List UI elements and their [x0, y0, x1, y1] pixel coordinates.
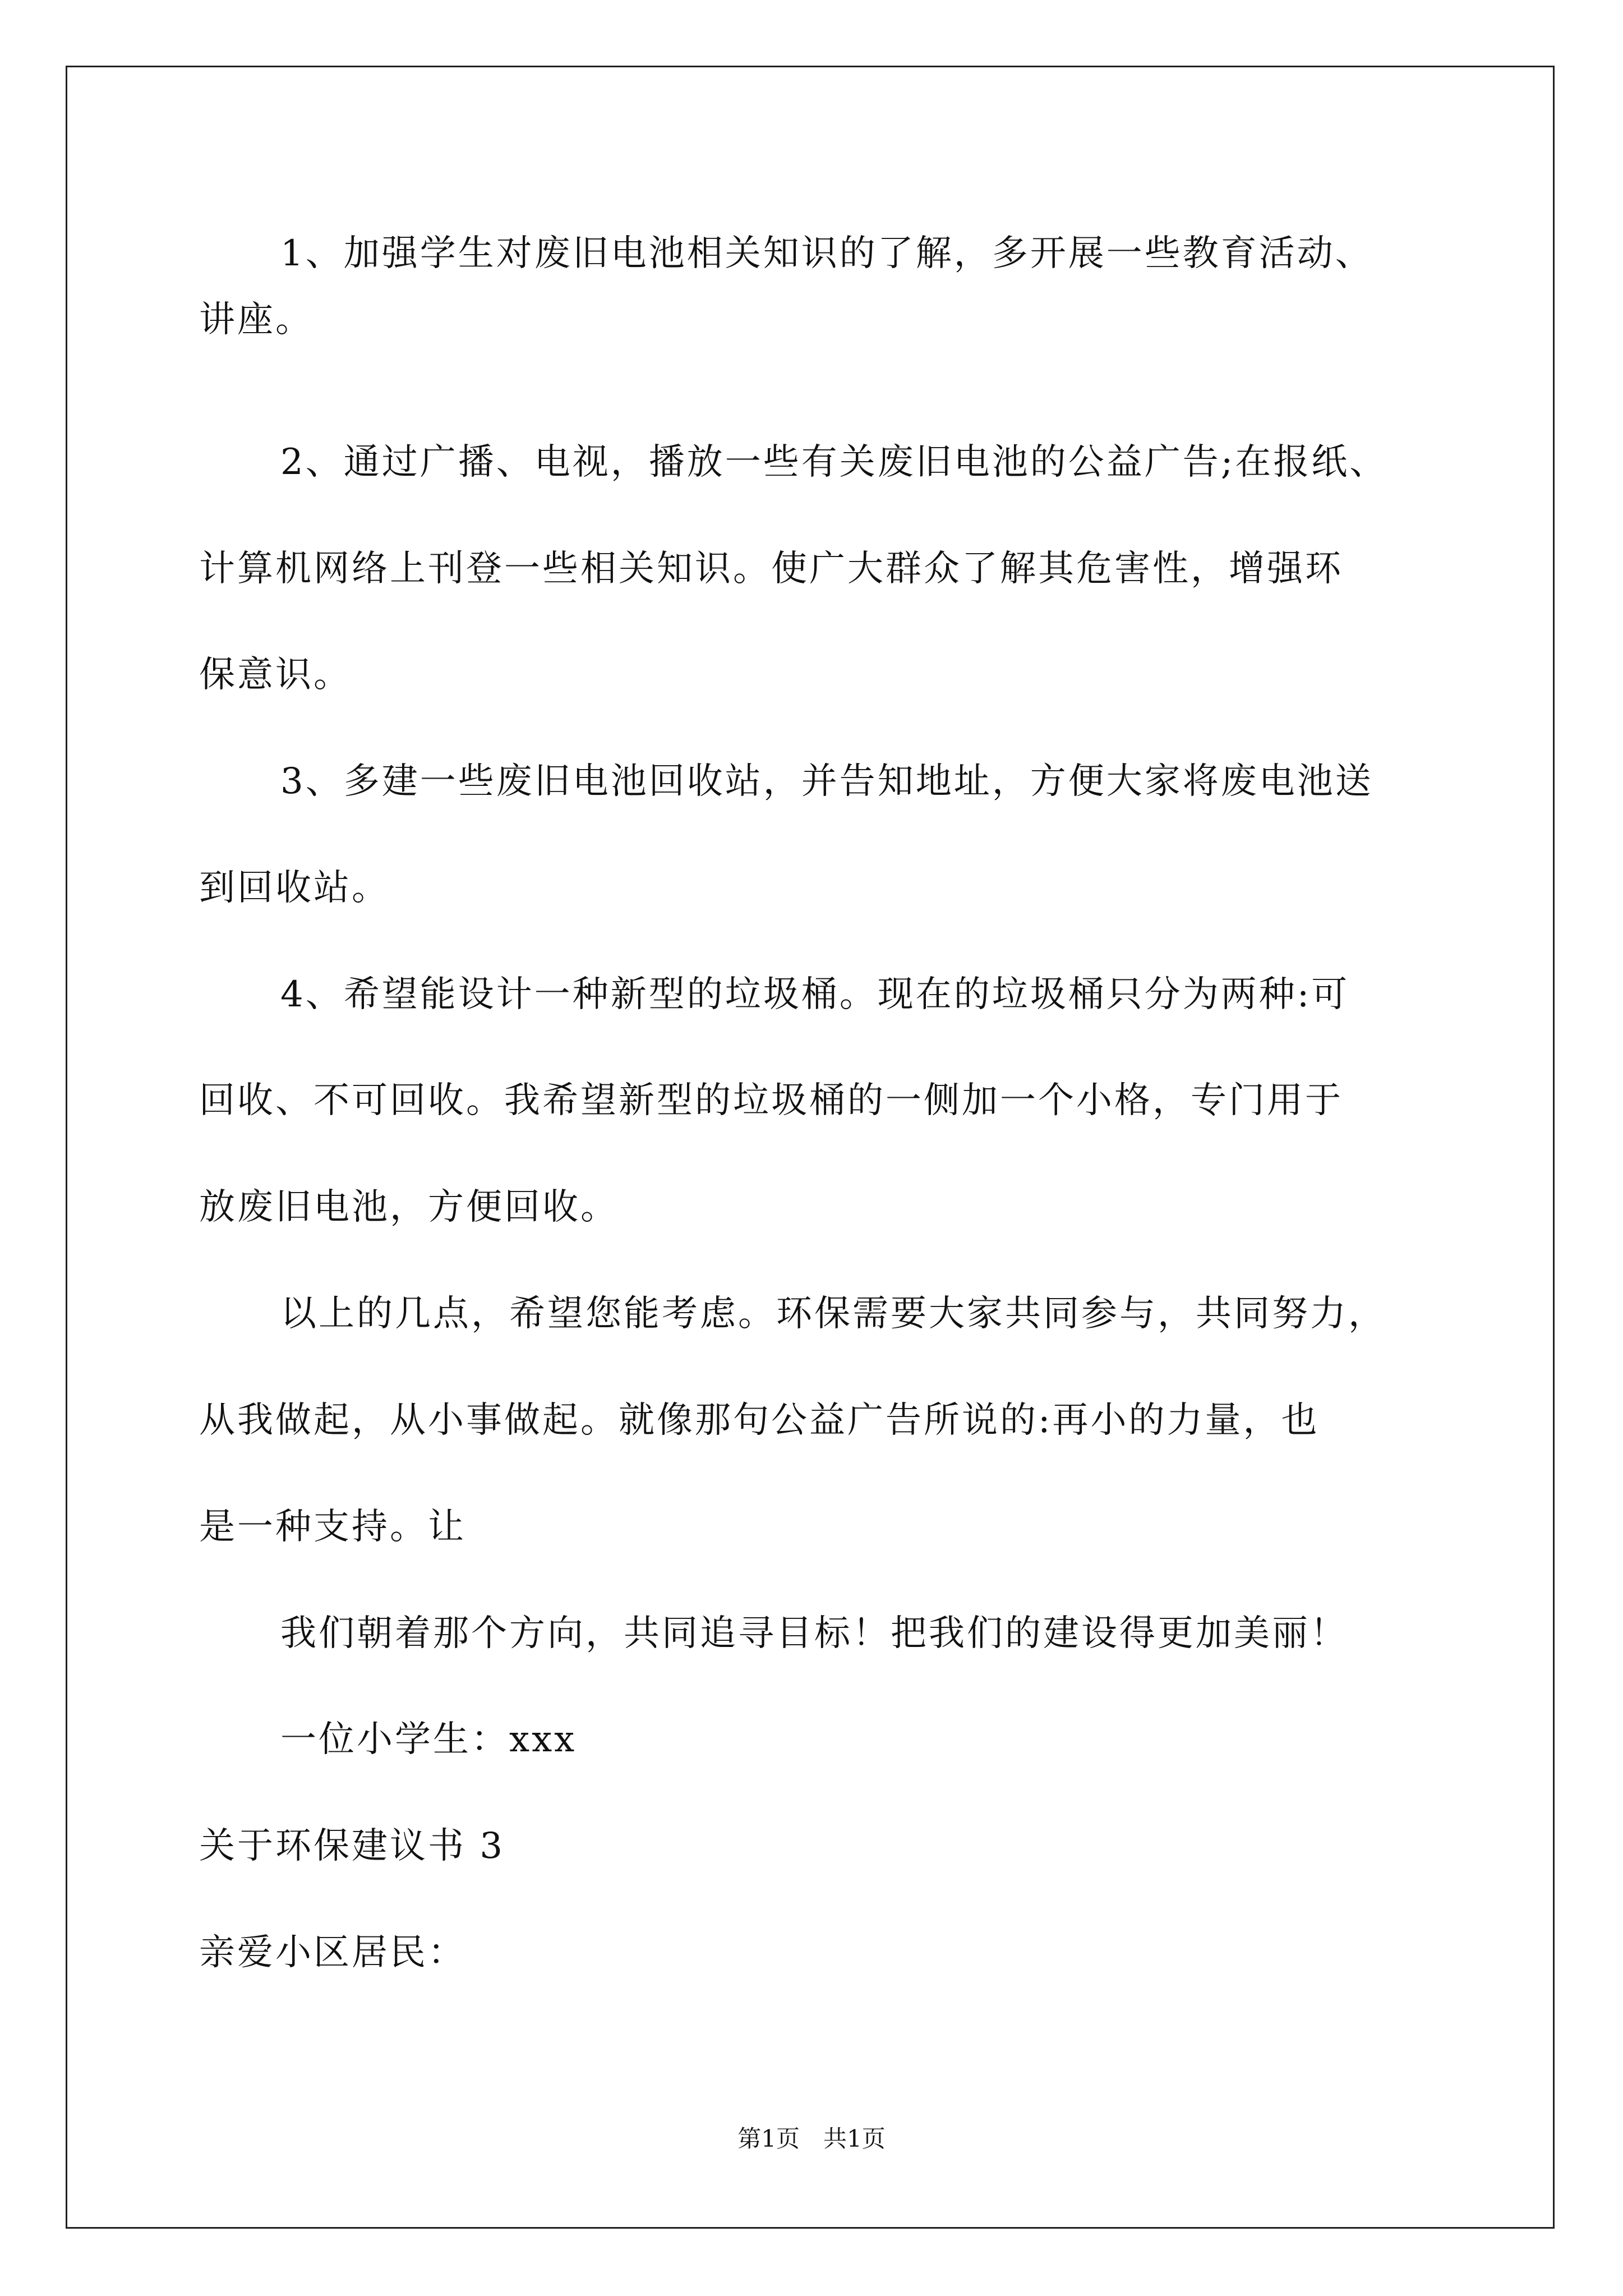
paragraph-line: 放废旧电池，方便回收。 [199, 1186, 619, 1228]
paragraph-line: 保意识。 [199, 654, 352, 696]
salutation-line: 亲爱小区居民： [199, 1932, 466, 1973]
paragraph-line: 到回收站。 [199, 867, 390, 909]
paragraph-line: 3、多建一些废旧电池回收站，并告知地址，方便大家将废电池送 [280, 761, 1373, 802]
paragraph-line: 1、加强学生对废旧电池相关知识的了解，多开展一些教育活动、 [280, 233, 1373, 274]
paragraph-line: 是一种支持。让 [199, 1506, 466, 1548]
paragraph-line: 从我做起，从小事做起。就像那句公益广告所说的:再小的力量，也 [199, 1400, 1320, 1441]
section-title: 关于环保建议书 3 [199, 1825, 505, 1867]
paragraph-line: 2、通过广播、电视，播放一些有关废旧电池的公益广告;在报纸、 [280, 441, 1388, 483]
page-number-footer: 第1页 共1页 [737, 2125, 886, 2152]
paragraph-line: 讲座。 [199, 299, 313, 341]
paragraph-line: 4、希望能设计一种新型的垃圾桶。现在的垃圾桶只分为两种:可 [280, 974, 1350, 1015]
signature-line: 一位小学生：xxx [280, 1719, 577, 1760]
paragraph-line: 我们朝着那个方向，共同追寻目标！把我们的建设得更加美丽！ [280, 1613, 1348, 1654]
page-border [66, 66, 1555, 2229]
paragraph-line: 以上的几点，希望您能考虑。环保需要大家共同参与，共同努力， [280, 1293, 1386, 1335]
paragraph-line: 计算机网络上刊登一些相关知识。使广大群众了解其危害性，增强环 [199, 548, 1343, 590]
paragraph-line: 回收、不可回收。我希望新型的垃圾桶的一侧加一个小格，专门用于 [199, 1080, 1343, 1121]
